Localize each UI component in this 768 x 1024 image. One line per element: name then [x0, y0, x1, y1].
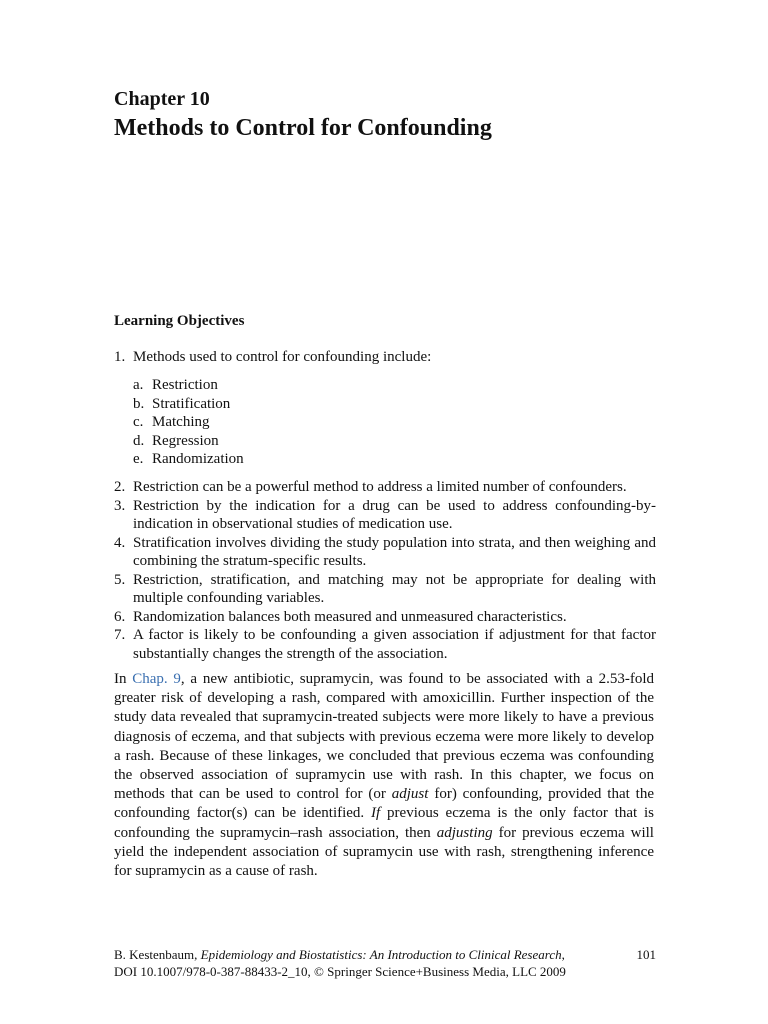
body-emphasis: adjusting — [436, 824, 493, 841]
objective-text: Restriction can be a powerful method to address a limited number of confounders. — [133, 479, 627, 495]
objective-item — [114, 571, 656, 608]
footer-citation-row — [114, 946, 656, 963]
page-number: 101 — [636, 947, 656, 962]
objective-item — [114, 608, 656, 627]
sublist-item — [133, 432, 633, 451]
sublist-text: Stratification — [152, 395, 231, 412]
footer-author: B. Kestenbaum, — [114, 947, 201, 962]
sublist-text: Restriction — [152, 377, 218, 393]
objective-text: Restriction, stratification, and matching may not be appropriate for dealing with multiple confounding variables. — [133, 571, 656, 606]
sublist-item — [133, 450, 633, 469]
objective-text: Restriction by the indication for a drug can be used to address confounding-by-indication in observational studies of medication use. — [133, 497, 656, 532]
objective-item — [114, 626, 656, 663]
body-emphasis: adjust — [391, 786, 429, 803]
sublist-letter: b. — [133, 395, 145, 412]
chapter-9-link[interactable]: Chap. 9 — [132, 671, 181, 687]
sublist-letter: a. — [133, 377, 144, 393]
objective-item — [114, 534, 656, 571]
footer-citation — [114, 946, 565, 963]
body-text: previous eczema is the only factor that is confounding the supramycin–rash association, then — [114, 805, 654, 841]
objective-text: Stratification involves dividing the study population into strata, and then weighing and combining the stratum-specific results. — [133, 534, 656, 569]
learning-objectives-heading: Learning Objectives — [114, 313, 245, 329]
sublist-text: Matching — [152, 414, 210, 430]
sublist-text: Randomization — [152, 451, 244, 467]
body-text: for previous eczema will yield the independent association of supramycin use with rash, strengthening inference for supramycin as a cause of rash. — [114, 824, 654, 880]
sublist-item — [133, 413, 633, 432]
body-emphasis: If — [371, 805, 381, 822]
objective-number: 1. — [114, 349, 126, 365]
sublist-item — [133, 376, 633, 395]
objective-number: 2. — [114, 479, 126, 495]
footer-doi: DOI 10.1007/978-0-387-88433-2_10, © Springer Science+Business Media, LLC 2009 — [114, 964, 566, 979]
objective-text: A factor is likely to be confounding a given association if adjustment for that factor substantially changes the strength of the association. — [133, 627, 656, 662]
footer-comma: , — [561, 947, 565, 962]
method-sublist — [133, 376, 633, 469]
objective-list — [114, 478, 656, 663]
sublist-letter: e. — [133, 451, 144, 467]
objective-item — [114, 478, 656, 497]
objective-number: 5. — [114, 571, 126, 588]
body-text: for) confounding, provided that the confounding factor(s) can be identified. — [114, 786, 654, 822]
sublist-letter: d. — [133, 432, 145, 449]
objective-text: Methods used to control for confounding include: — [133, 349, 432, 365]
chapter-label: Chapter 10 — [114, 88, 210, 110]
objective-number: 6. — [114, 608, 126, 625]
sublist-item — [133, 395, 633, 414]
objective-number: 3. — [114, 497, 126, 514]
objective-number: 7. — [114, 627, 126, 643]
body-text: In — [114, 671, 133, 687]
footer-book-title: Epidemiology and Biostatistics: An Introduction to Clinical Research — [200, 947, 562, 962]
objective-number: 4. — [114, 534, 126, 551]
sublist-letter: c. — [133, 414, 144, 430]
body-paragraph — [114, 670, 654, 881]
objective-item — [114, 497, 656, 534]
objective-text: Randomization balances both measured and unmeasured characteristics. — [133, 608, 567, 625]
sublist-text: Regression — [152, 432, 219, 449]
page-footer — [114, 946, 656, 980]
body-text: , a new antibiotic, supramycin, was found to be associated with a 2.53-fold greater risk of developing a rash, compared with amoxicillin. Further inspection of the study data revealed that supramycin-treated subjects were more likely to have a previous diagnosis of eczema, and that subjects with previous eczema were more likely to develop a rash. Because of these linkages, we concluded that previous eczema was confounding the observed association of supramycin use with rash. In this chapter, we focus on methods that can be used to control for (or — [114, 671, 654, 803]
objective-item — [114, 348, 656, 367]
chapter-title: Methods to Control for Confounding — [114, 115, 492, 141]
